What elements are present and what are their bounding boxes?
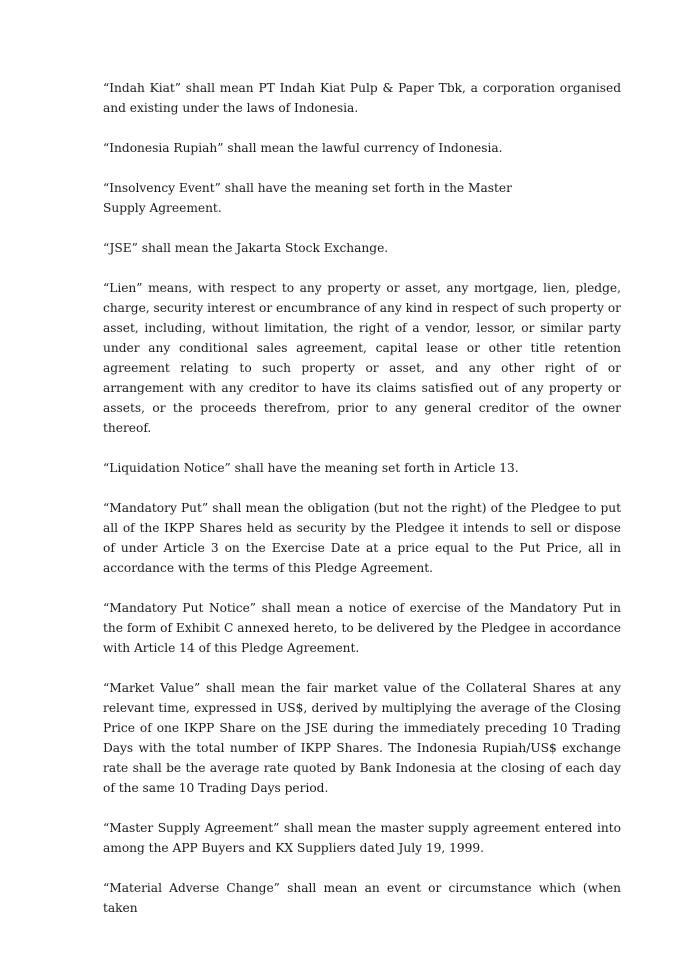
definition-mandatory-put: “Mandatory Put” shall mean the obligation (but not the right) of the Pledgee to put all of the IKPP Shares held as security by the Pledgee it intends to sell or dispose of under Article 3 on the Exercise Date at a price equal to the Put Price, all in accordance with the terms of this Pledge Agreement. (103, 501, 621, 575)
document-page (103, 78, 621, 918)
definition-market-value: “Market Value” shall mean the fair market value of the Collateral Shares at any relevant time, expressed in US$, derived by multiplying the average of the Closing Price of one IKPP Share on the JSE during the immediately preceding 10 Trading Days with the total number of IKPP Shares. The Indonesia Rupiah/US$ exchange rate shall be the average rate quoted by Bank Indonesia at the closing of each day of the same 10 Trading Days period. (103, 681, 621, 795)
definition-jse: “JSE” shall mean the Jakarta Stock Exchange. (103, 241, 389, 255)
definition-material-adverse-change: “Material Adverse Change” shall mean an event or circumstance which (when taken (103, 881, 621, 915)
definition-liquidation-notice: “Liquidation Notice” shall have the meaning set forth in Article 13. (103, 461, 519, 475)
definition-indonesia-rupiah: “Indonesia Rupiah” shall mean the lawful currency of Indonesia. (103, 141, 503, 155)
definition-master-supply-agreement: “Master Supply Agreement” shall mean the master supply agreement entered into among the APP Buyers and KX Suppliers dated July 19, 1999. (103, 821, 621, 855)
definition-lien: “Lien” means, with respect to any property or asset, any mortgage, lien, pledge, charge, security interest or encumbrance of any kind in respect of such property or asset, including, without limitation, the right of a vendor, lessor, or similar party under any conditional sales agreement, capital lease or other title retention agreement relating to such property or asset, and any other right of or arrangement with any creditor to have its claims satisfied out of any property or assets, or the proceeds therefrom, prior to any general creditor of the owner thereof. (103, 281, 621, 435)
definition-mandatory-put-notice: “Mandatory Put Notice” shall mean a notice of exercise of the Mandatory Put in the form of Exhibit C annexed hereto, to be delivered by the Pledgee in accordance with Article 14 of this Pledge Agreement. (103, 601, 621, 655)
definition-indah-kiat: “Indah Kiat” shall mean PT Indah Kiat Pulp & Paper Tbk, a corporation organised and existing under the laws of Indonesia. (103, 81, 621, 115)
definition-insolvency-event: “Insolvency Event” shall have the meaning set forth in the Master Supply Agreement. (103, 181, 512, 215)
